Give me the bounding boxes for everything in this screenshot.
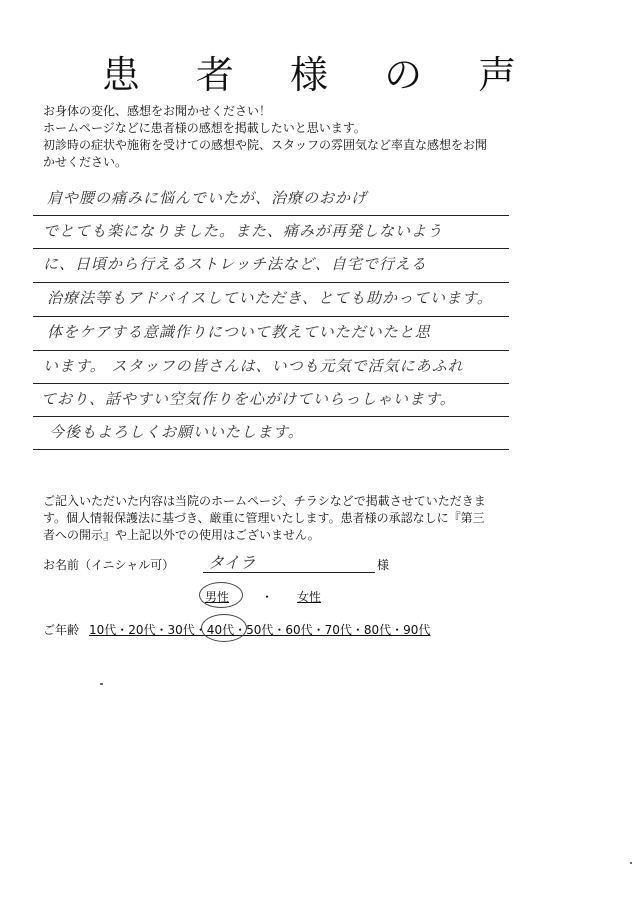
gender-separator: ・ [261,590,274,604]
intro-line: 初診時の症状や施術を受けての感想や院、スタッフの雰囲気など率直な感想をお聞 [43,138,488,152]
scan-speck [630,862,632,864]
handwritten-comment [33,184,513,454]
name-field [43,553,393,578]
handwritten-line: 今後もよろしくお願いいたします。 [49,423,304,441]
ruled-line [33,383,509,384]
ruled-line [33,248,509,249]
age-options: 10代・20代・30代・40代・50代・60代・70代・80代・90代 [89,623,431,637]
handwritten-line: でとても楽になりました。また、痛みが再発しないよう [43,222,444,240]
name-value: タイラ [208,553,256,572]
notice-line: す。個人情報保護法に基づき、厳重に管理いたします。患者様の承認なしに『第三 [43,511,485,525]
notice-line: ご記入いただいた内容は当院のホームページ、チラシなどで掲載させていただきま [43,494,486,508]
name-label: お名前（イニシャル可） [43,558,175,572]
handwritten-line: 治療法等もアドバイスしていただき、とても助かっています。 [47,289,493,307]
intro-line: ホームページなどに患者様の感想を掲載したいと思います。 [43,121,366,135]
scan-speck [100,683,103,685]
ruled-line [33,316,509,317]
gender-option-female: 女性 [297,590,322,604]
ruled-line [33,449,509,450]
intro-text [43,103,603,171]
age-label: ご年齢 [43,623,80,637]
selection-circle-icon [199,582,243,608]
handwritten-line: ており、話やすい空気作りを心がけていらっしゃいます。 [41,390,456,408]
handwritten-line: 肩や腰の痛みに悩んでいたが、治療のおかげ [47,189,368,207]
selection-circle-icon [201,614,247,642]
name-underline [203,572,375,573]
page-title: 患 者 様 の 声 [101,53,539,97]
gender-male-label: 男性 [205,590,230,604]
ruled-line [33,350,509,351]
ruled-line [33,215,509,216]
ruled-line [33,416,509,417]
handwritten-line: に、日頃から行えるストレッチ法など、自宅で行える [43,255,427,273]
intro-line: かせください。 [43,155,128,169]
handwritten-line: います。 スタッフの皆さんは、いつも元気で活気にあふれ [43,357,464,375]
notice-line: 者への開示』や上記以外での使用はございません。 [43,528,320,542]
gender-option-male [205,588,229,605]
ruled-line [33,282,509,283]
privacy-notice [43,493,603,544]
handwritten-line: 体をケアする意識作りについて教えていただいたと思 [47,323,431,341]
intro-line: お身体の変化、感想をお聞かせください！ [43,104,272,118]
name-suffix: 様 [377,558,390,572]
